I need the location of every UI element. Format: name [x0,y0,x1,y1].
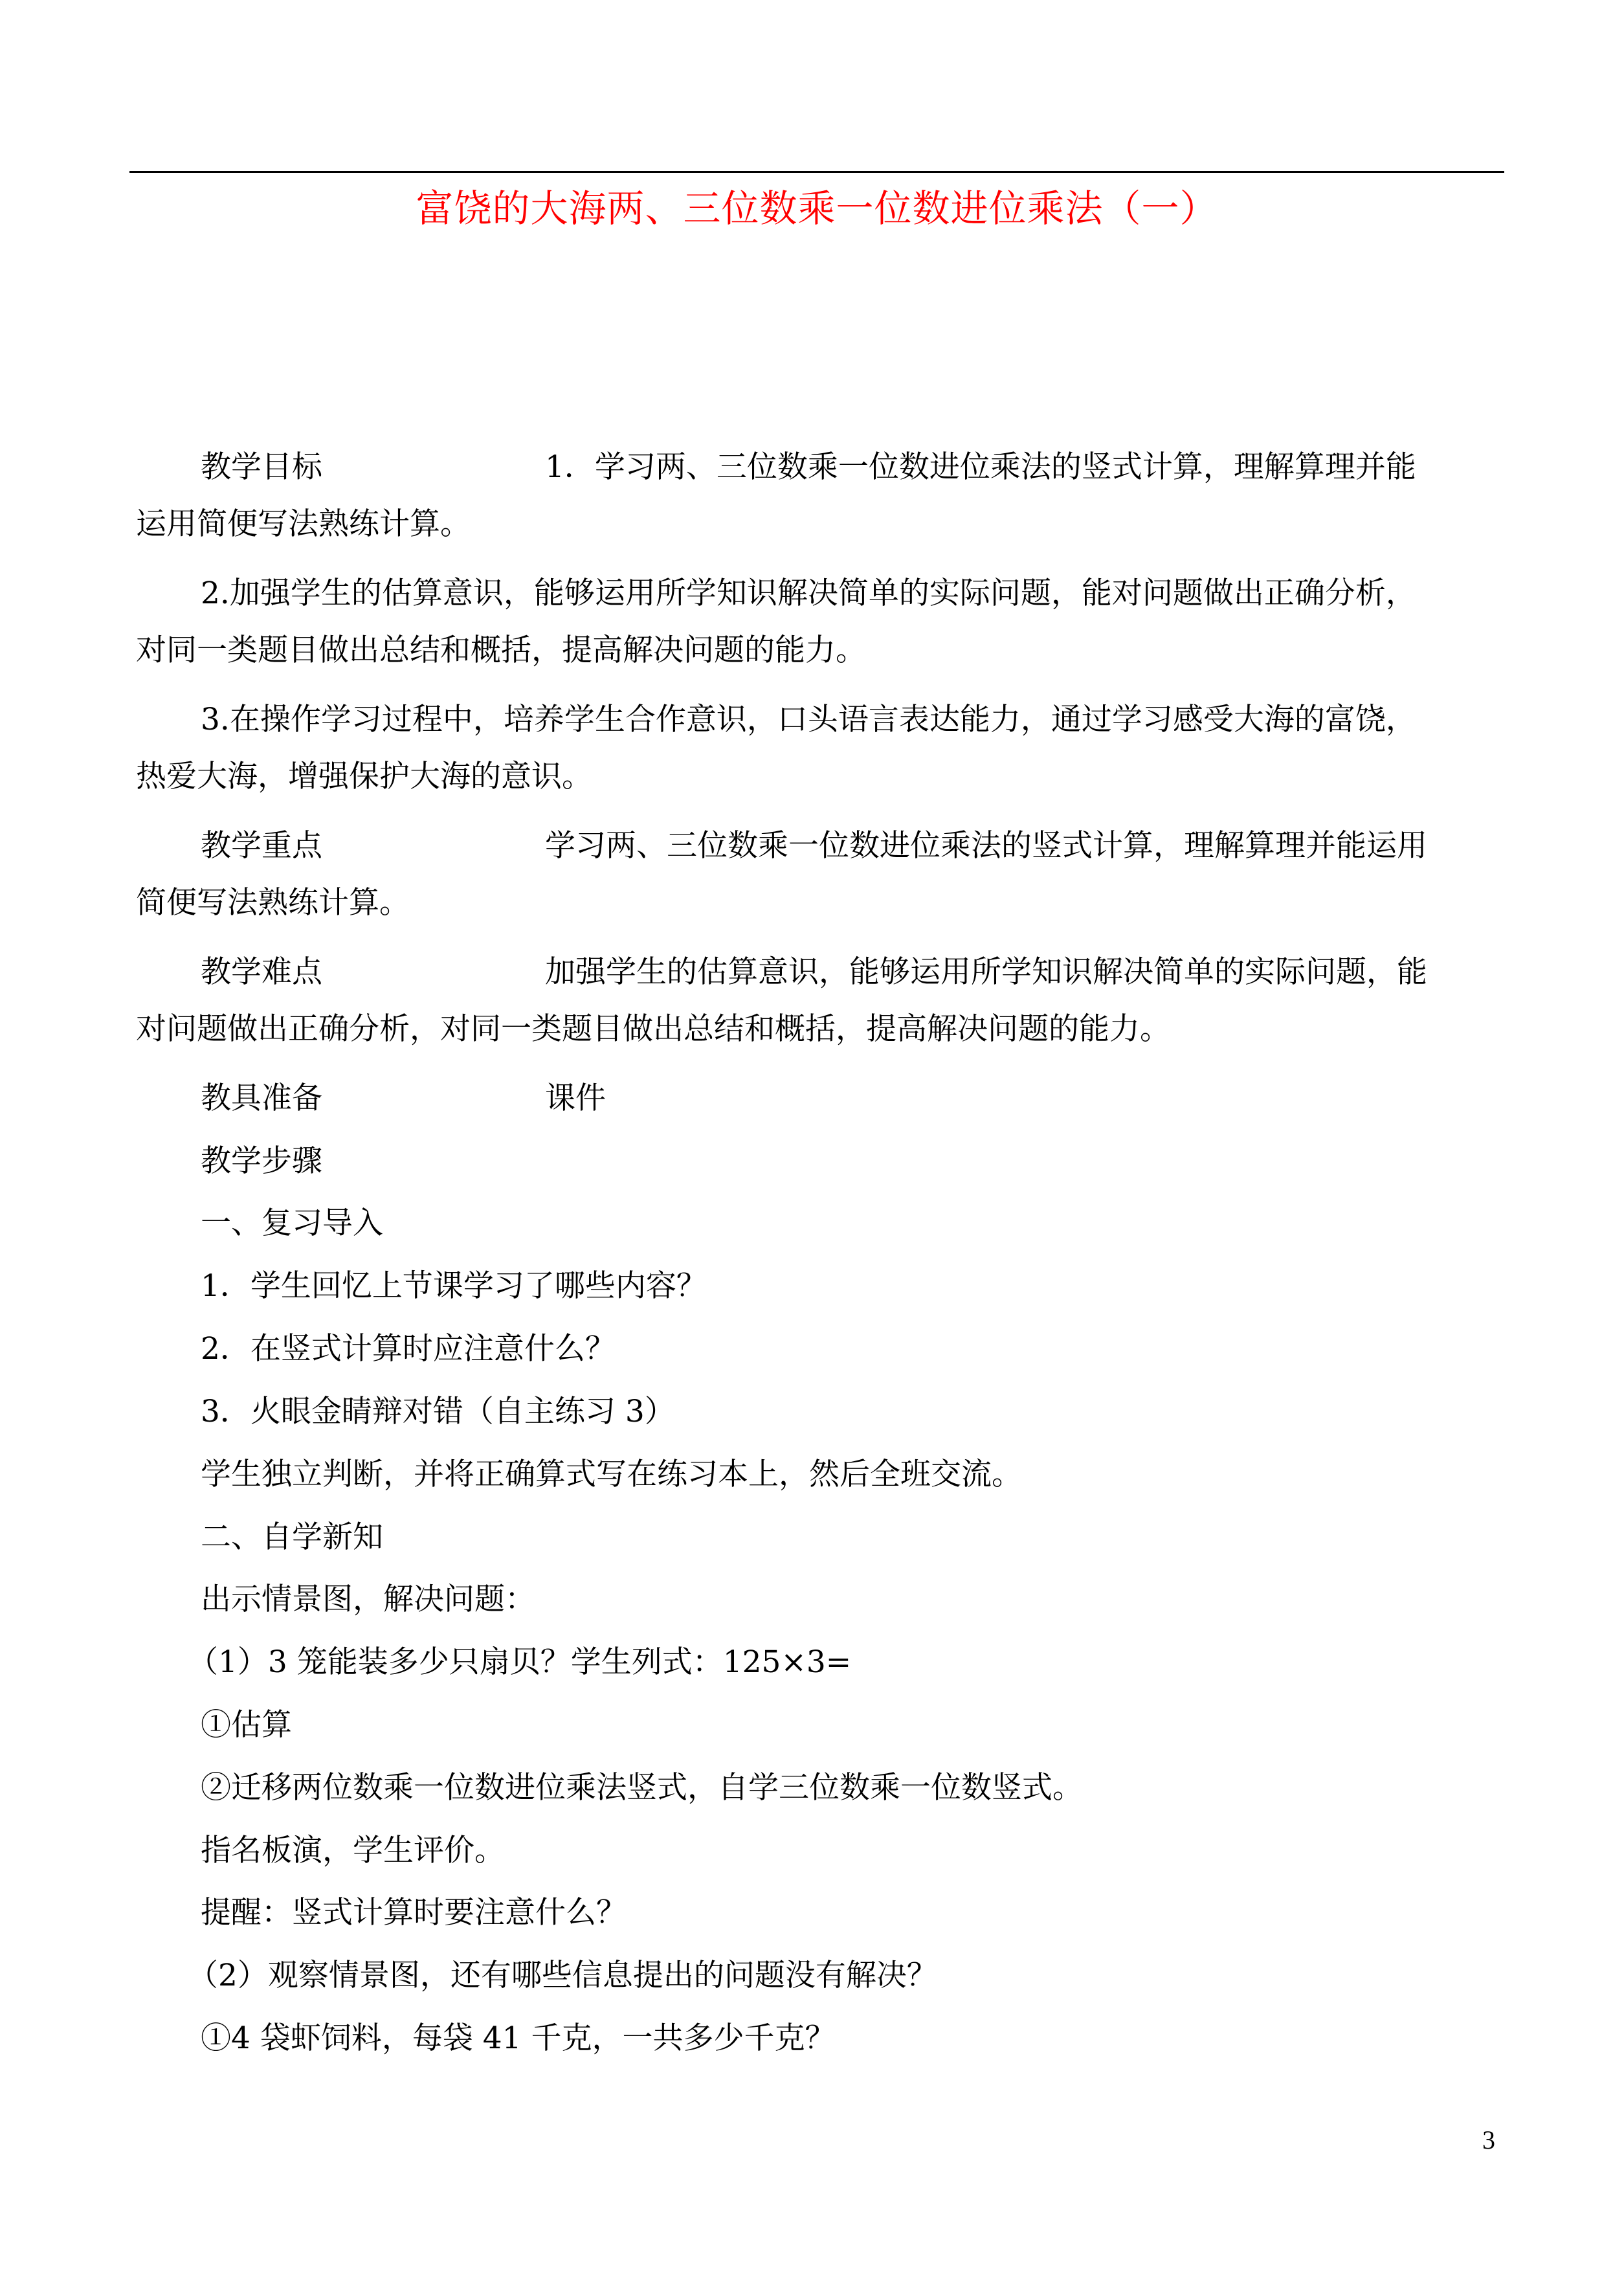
objective-2-text: 2.加强学生的估算意识，能够运用所学知识解决简单的实际问题，能对问题做出正确分析， [201,576,1416,611]
document-title: 富饶的大海两、三位数乘一位数进位乘法（一） [416,186,1218,230]
materials-line [201,1078,606,1119]
section2-heading: 二、自学新知 [201,1519,383,1555]
key-points-text: 学习两、三位数乘一位数进位乘法的竖式计算，理解算理并能运用 [545,828,1427,864]
objectives-label: 教学目标 [201,449,322,485]
materials-label: 教具准备 [201,1080,322,1116]
objective-3-continued: 热爱大海，增强保护大海的意识。 [136,759,592,794]
problem-2-item-a: ①4 袋虾饲料，每袋 41 千克，一共多少千克？ [201,2020,836,2056]
difficulties-label: 教学难点 [201,954,322,990]
problem-2: （2）观察情景图，还有哪些信息提出的问题没有解决？ [188,1958,937,1993]
objective-1-text: 1．学习两、三位数乘一位数进位乘法的竖式计算，理解算理并能 [545,449,1416,485]
problem-1-step-d: 提醒：竖式计算时要注意什么？ [201,1895,627,1930]
problem-1: （1）3 笼能装多少只扇贝？学生列式：125×3= [188,1644,852,1680]
problem-1-step-a: ①估算 [201,1707,292,1743]
difficulties-text: 加强学生的估算意识，能够运用所学知识解决简单的实际问题，能 [545,954,1427,990]
review-question-1: 1．学生回忆上节课学习了哪些内容？ [201,1268,707,1304]
objective-1-continued: 运用简便写法熟练计算。 [136,506,471,542]
key-points-continued: 简便写法熟练计算。 [136,885,410,921]
difficulties-continued: 对问题做出正确分析，对同一类题目做出总结和概括，提高解决问题的能力。 [136,1011,1170,1047]
problem-1-step-c: 指名板演，学生评价。 [201,1833,505,1868]
steps-heading: 教学步骤 [201,1143,322,1179]
section2-intro: 出示情景图，解决问题： [201,1582,535,1617]
difficulties-line [201,952,1427,993]
key-points-line [201,825,1427,867]
objectives-line [201,447,1416,488]
materials-text: 课件 [545,1080,606,1116]
key-points-label: 教学重点 [201,828,322,864]
review-note: 学生独立判断，并将正确算式写在练习本上，然后全班交流。 [201,1457,1022,1492]
page-number: 3 [1482,2125,1495,2154]
review-question-3: 3．火眼金睛辩对错（自主练习 3） [201,1394,675,1429]
objective-2-continued: 对同一类题目做出总结和概括，提高解决问题的能力。 [136,632,866,668]
section1-heading: 一、复习导入 [201,1205,383,1241]
problem-1-step-b: ②迁移两位数乘一位数进位乘法竖式，自学三位数乘一位数竖式。 [201,1770,1083,1806]
objective-3-text: 3.在操作学习过程中，培养学生合作意识，口头语言表达能力，通过学习感受大海的富饶， [201,702,1416,737]
header-rule [129,171,1504,173]
review-question-2: 2．在竖式计算时应注意什么？ [201,1331,616,1367]
